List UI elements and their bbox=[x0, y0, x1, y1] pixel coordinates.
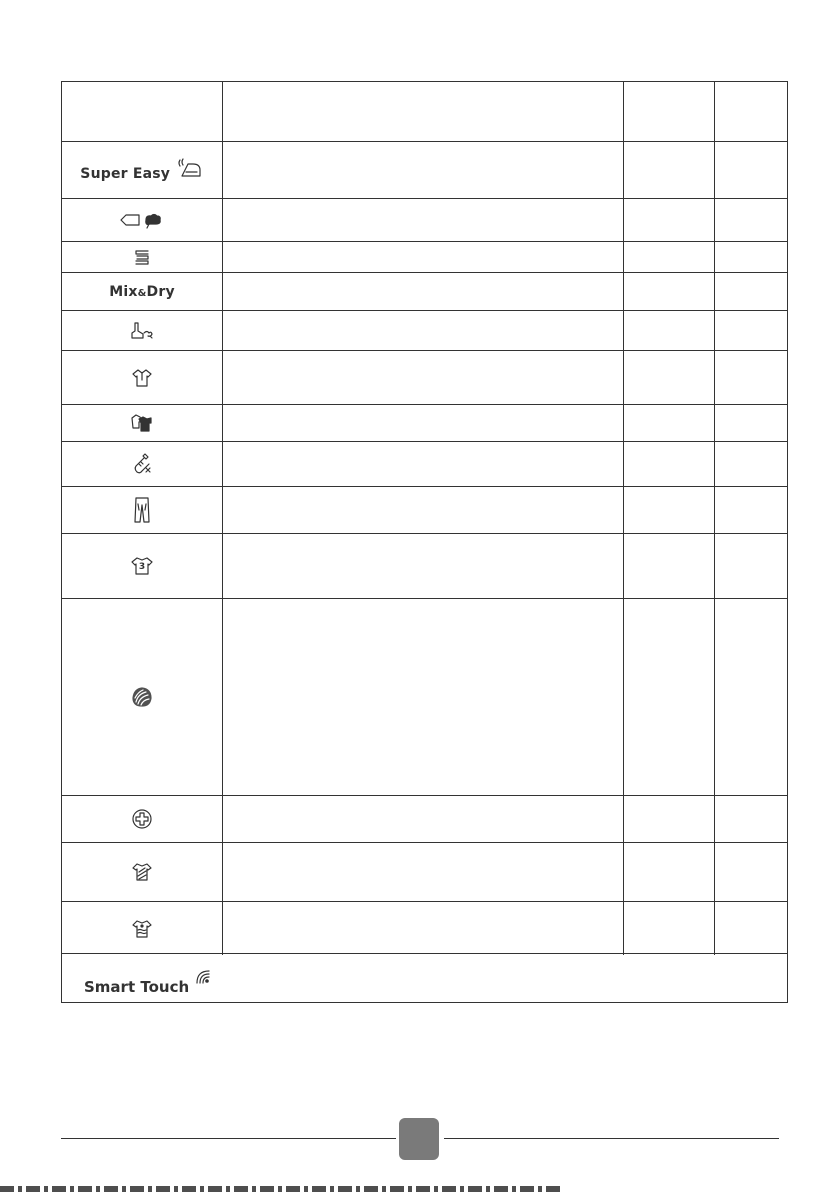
scan-artifact bbox=[0, 1186, 560, 1192]
programme-cell bbox=[62, 442, 223, 486]
stacked-layers-icon bbox=[133, 248, 151, 266]
programme-cell bbox=[62, 796, 223, 842]
nfc-waves-icon bbox=[194, 968, 212, 986]
table-row-sports bbox=[62, 310, 787, 350]
table-header-row bbox=[62, 82, 787, 141]
programme-cell bbox=[62, 142, 223, 198]
table-row-smart-touch bbox=[62, 953, 787, 1002]
baby-bottle-icon bbox=[132, 452, 152, 476]
programme-cell bbox=[62, 242, 223, 272]
table-row-rinse bbox=[62, 901, 787, 955]
shirt-3-icon: 3 bbox=[130, 556, 154, 576]
programme-cell bbox=[62, 199, 223, 241]
programme-table bbox=[61, 81, 788, 1003]
programme-cell bbox=[62, 843, 223, 901]
header-cell-extra bbox=[715, 82, 787, 141]
table-row-baby bbox=[62, 441, 787, 486]
programme-cell bbox=[62, 534, 223, 598]
footer-rule-left bbox=[61, 1138, 396, 1139]
shirt-icon bbox=[131, 368, 153, 388]
table-row-delicate bbox=[62, 842, 787, 901]
table-row-hygiene bbox=[62, 795, 787, 842]
header-cell-description bbox=[223, 82, 624, 141]
dark-garments-icon bbox=[130, 413, 154, 433]
programme-cell bbox=[62, 487, 223, 533]
table-row-super-easy bbox=[62, 141, 787, 198]
table-row-synthetic bbox=[62, 241, 787, 272]
table-row-quick bbox=[62, 533, 787, 598]
table-row-wool bbox=[62, 598, 787, 795]
table-row-jeans bbox=[62, 486, 787, 533]
programme-cell bbox=[62, 351, 223, 404]
footer-rule-right bbox=[444, 1138, 779, 1139]
rinse-shirt-icon bbox=[131, 919, 153, 939]
sport-shoe-icon bbox=[130, 321, 154, 341]
jeans-icon bbox=[132, 496, 152, 524]
table-row-mix-dry bbox=[62, 272, 787, 310]
programme-cell bbox=[62, 599, 223, 795]
iron-icon bbox=[176, 158, 204, 180]
programme-cell bbox=[62, 311, 223, 350]
programme-cell bbox=[62, 273, 223, 310]
super-easy-logo: Super Easy bbox=[80, 158, 203, 182]
programme-cell bbox=[62, 405, 223, 441]
wool-ball-icon bbox=[131, 686, 153, 708]
delicate-shirt-icon bbox=[131, 862, 153, 882]
page-number-badge bbox=[399, 1118, 439, 1160]
header-cell-load bbox=[624, 82, 715, 141]
table-row-dark bbox=[62, 404, 787, 441]
cross-circle-icon bbox=[131, 808, 153, 830]
mix-dry-logo: Mix&Dry bbox=[109, 283, 175, 300]
table-row-cotton bbox=[62, 198, 787, 241]
smart-touch-logo: Smart Touch bbox=[84, 968, 212, 996]
header-cell-programme bbox=[62, 82, 223, 141]
cotton-tag-icon bbox=[119, 210, 165, 230]
table-row-shirts bbox=[62, 350, 787, 404]
programme-cell bbox=[62, 902, 223, 955]
